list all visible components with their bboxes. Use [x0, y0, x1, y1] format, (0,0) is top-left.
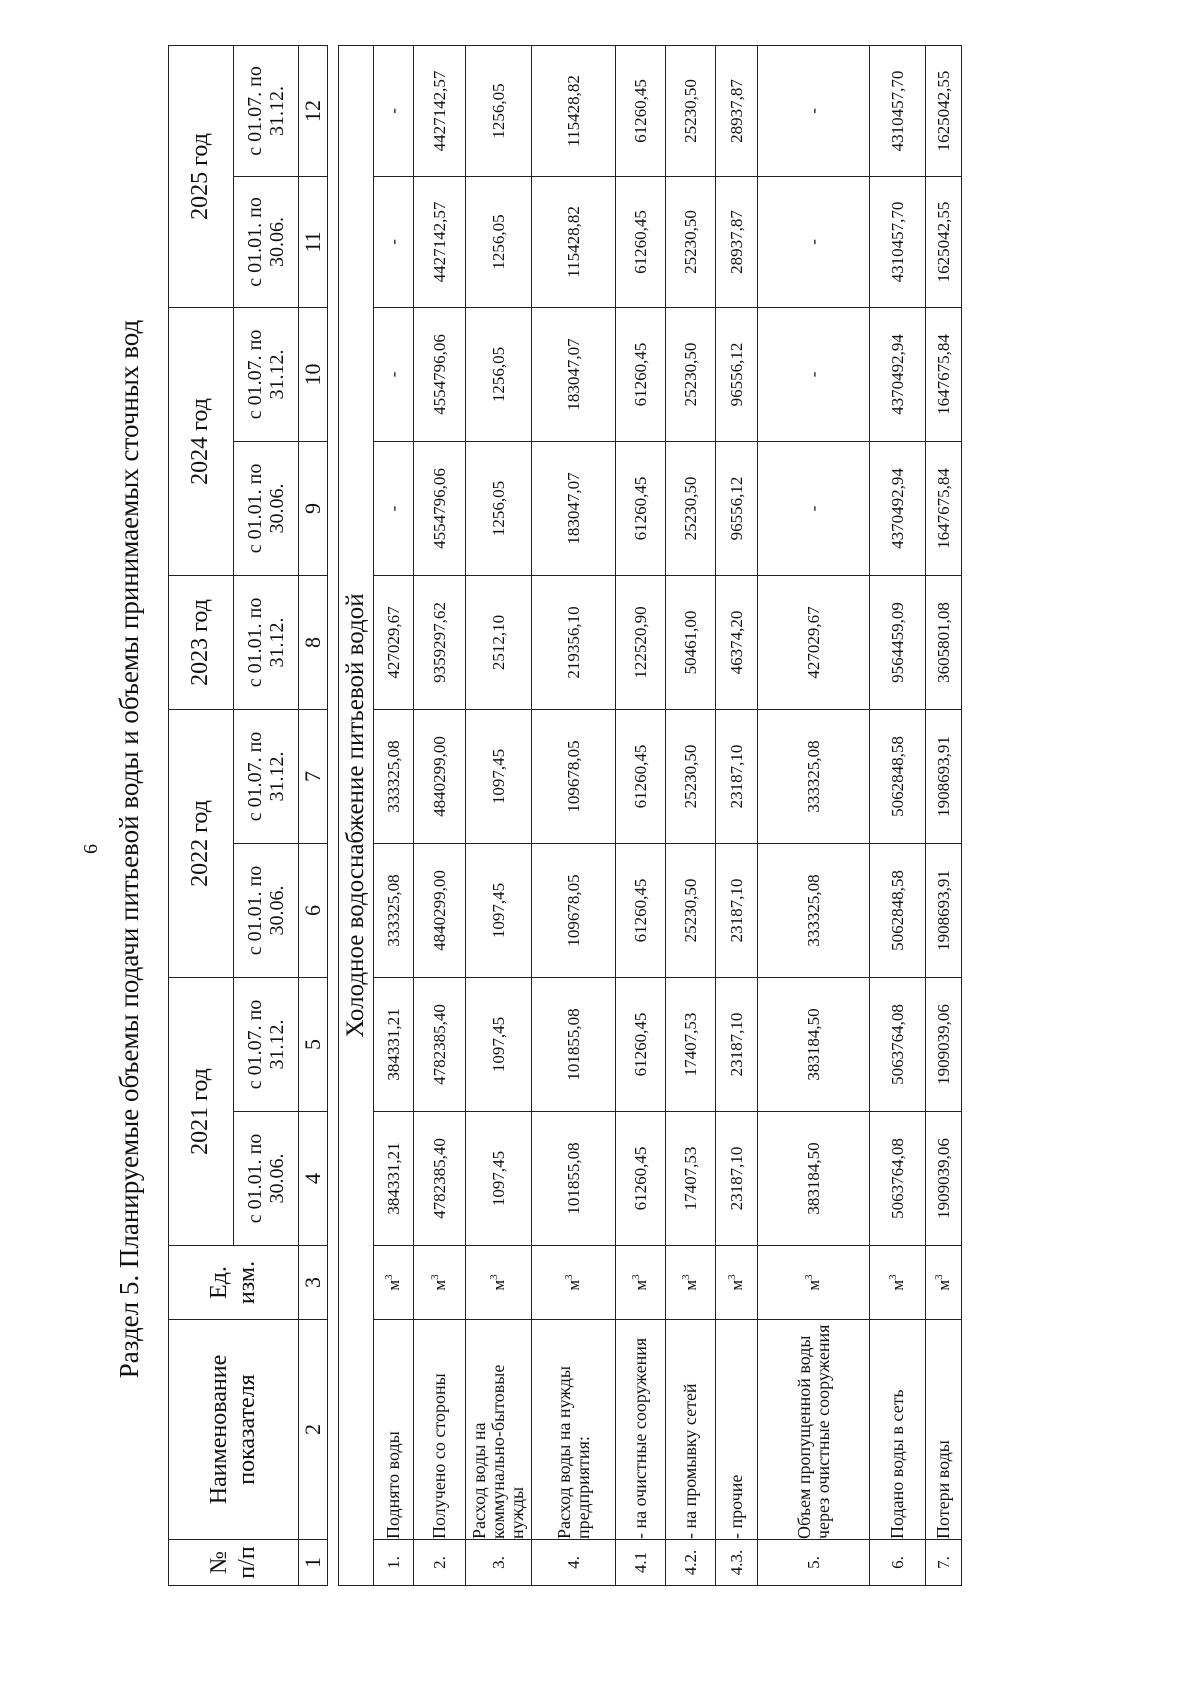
- value-cell: 25230,50: [666, 709, 716, 843]
- column-number: 4: [299, 1112, 328, 1246]
- row-unit: [666, 1246, 716, 1320]
- header-num: № п/п: [169, 1540, 299, 1586]
- header-year-2025: 2025 год: [169, 45, 234, 307]
- value-cell: 17407,53: [666, 977, 716, 1111]
- unit-exponent: 3: [488, 1274, 500, 1280]
- unit-exponent: 3: [726, 1274, 738, 1280]
- value-cell: 1908693,91: [926, 843, 962, 977]
- column-number: 1: [299, 1540, 328, 1586]
- value-cell: 4554796,06: [414, 441, 466, 575]
- value-cell: 1256,05: [466, 441, 532, 575]
- value-cell: 25230,50: [666, 307, 716, 441]
- column-number: 2: [299, 1320, 328, 1540]
- section-row: [339, 45, 374, 1585]
- value-cell: 28937,87: [716, 45, 758, 176]
- value-cell: 23187,10: [716, 709, 758, 843]
- value-cell: 23187,10: [716, 1112, 758, 1246]
- row-unit: [870, 1246, 926, 1320]
- row-number: 2.: [414, 1540, 466, 1586]
- value-cell: 1625042,55: [926, 45, 962, 176]
- row-unit: [716, 1246, 758, 1320]
- data-table: [168, 45, 962, 1586]
- unit-base: м: [804, 1279, 823, 1291]
- value-cell: 333325,08: [758, 709, 870, 843]
- value-cell: 333325,08: [758, 843, 870, 977]
- value-cell: 50461,00: [666, 575, 716, 709]
- value-cell: 25230,50: [666, 45, 716, 176]
- header-period: с 01.01. по 30.06.: [234, 1112, 299, 1246]
- table-row: [666, 45, 716, 1585]
- table-row: [532, 45, 616, 1585]
- column-number: 6: [299, 843, 328, 977]
- header-period: с 01.01. по 30.06.: [234, 843, 299, 977]
- value-cell: 109678,05: [532, 709, 616, 843]
- row-indicator-name: Подано воды в сеть: [870, 1320, 926, 1540]
- header-name: Наименование показателя: [169, 1320, 299, 1540]
- column-number: 10: [299, 307, 328, 441]
- value-cell: 333325,08: [374, 709, 414, 843]
- unit-exponent: 3: [383, 1274, 395, 1280]
- row-indicator-name: - прочие: [716, 1320, 758, 1540]
- value-cell: 28937,87: [716, 176, 758, 307]
- value-cell: 1256,05: [466, 45, 532, 176]
- unit-base: м: [888, 1279, 907, 1291]
- value-cell: 5062848,58: [870, 843, 926, 977]
- value-cell: 101855,08: [532, 1112, 616, 1246]
- value-cell: 1647675,84: [926, 441, 962, 575]
- unit-exponent: 3: [563, 1274, 575, 1280]
- value-cell: 4427142,57: [414, 176, 466, 307]
- value-cell: 61260,45: [616, 1112, 666, 1246]
- value-cell: -: [374, 441, 414, 575]
- unit-base: м: [727, 1279, 746, 1291]
- value-cell: 5063764,08: [870, 977, 926, 1111]
- value-cell: 61260,45: [616, 709, 666, 843]
- row-indicator-name: Потери воды: [926, 1320, 962, 1540]
- header-period: с 01.07. по 31.12.: [234, 977, 299, 1111]
- value-cell: 333325,08: [374, 843, 414, 977]
- header-period: с 01.01. по 30.06.: [234, 176, 299, 307]
- unit-exponent: 3: [429, 1274, 441, 1280]
- row-number: 4.1: [616, 1540, 666, 1586]
- value-cell: 1625042,55: [926, 176, 962, 307]
- value-cell: -: [758, 307, 870, 441]
- value-cell: 101855,08: [532, 977, 616, 1111]
- unit-base: м: [564, 1279, 583, 1291]
- row-number: 4.2.: [666, 1540, 716, 1586]
- value-cell: 61260,45: [616, 45, 666, 176]
- value-cell: 25230,50: [666, 441, 716, 575]
- value-cell: -: [758, 45, 870, 176]
- value-cell: 1909039,06: [926, 1112, 962, 1246]
- value-cell: 183047,07: [532, 307, 616, 441]
- header-period: с 01.01. по 30.06.: [234, 441, 299, 575]
- row-number: 1.: [374, 1540, 414, 1586]
- row-number: 7.: [926, 1540, 962, 1586]
- header-period: с 01.07. по 31.12.: [234, 45, 299, 176]
- unit-base: м: [489, 1279, 508, 1291]
- column-number: 5: [299, 977, 328, 1111]
- value-cell: 1256,05: [466, 307, 532, 441]
- value-cell: 25230,50: [666, 176, 716, 307]
- unit-base: м: [631, 1279, 650, 1291]
- value-cell: 4554796,06: [414, 307, 466, 441]
- header-period: с 01.07. по 31.12.: [234, 709, 299, 843]
- spacer-row: [328, 45, 339, 1585]
- value-cell: 1256,05: [466, 176, 532, 307]
- value-cell: 427029,67: [758, 575, 870, 709]
- table-row: [716, 45, 758, 1585]
- value-cell: 1097,45: [466, 843, 532, 977]
- value-cell: 183047,07: [532, 441, 616, 575]
- column-number: 11: [299, 176, 328, 307]
- page-number: 6: [80, 844, 102, 854]
- value-cell: -: [758, 441, 870, 575]
- row-number: 4.3.: [716, 1540, 758, 1586]
- row-number: 4.: [532, 1540, 616, 1586]
- value-cell: -: [374, 307, 414, 441]
- value-cell: 122520,90: [616, 575, 666, 709]
- value-cell: 4310457,70: [870, 176, 926, 307]
- value-cell: 4370492,94: [870, 307, 926, 441]
- table-row: [414, 45, 466, 1585]
- header-year-2022: 2022 год: [169, 709, 234, 977]
- row-unit: [616, 1246, 666, 1320]
- column-number: 7: [299, 709, 328, 843]
- header-row-years: [169, 45, 234, 1585]
- row-indicator-name: - на очистные сооружения: [616, 1320, 666, 1540]
- value-cell: 1908693,91: [926, 709, 962, 843]
- unit-base: м: [430, 1279, 449, 1291]
- header-period: с 01.07. по 31.12.: [234, 307, 299, 441]
- value-cell: 219356,10: [532, 575, 616, 709]
- spacer-cell: [328, 45, 339, 1585]
- column-number: 8: [299, 575, 328, 709]
- row-indicator-name: - на промывку сетей: [666, 1320, 716, 1540]
- value-cell: 25230,50: [666, 843, 716, 977]
- value-cell: 61260,45: [616, 176, 666, 307]
- unit-exponent: 3: [680, 1274, 692, 1280]
- value-cell: 5062848,58: [870, 709, 926, 843]
- value-cell: 4840299,00: [414, 709, 466, 843]
- value-cell: 383184,50: [758, 977, 870, 1111]
- unit-base: м: [934, 1279, 953, 1291]
- value-cell: -: [758, 176, 870, 307]
- value-cell: 384331,21: [374, 977, 414, 1111]
- column-number: 12: [299, 45, 328, 176]
- value-cell: 427029,67: [374, 575, 414, 709]
- value-cell: 1097,45: [466, 977, 532, 1111]
- unit-exponent: 3: [630, 1274, 642, 1280]
- row-unit: [466, 1246, 532, 1320]
- value-cell: 1909039,06: [926, 977, 962, 1111]
- value-cell: 61260,45: [616, 977, 666, 1111]
- value-cell: 4840299,00: [414, 843, 466, 977]
- value-cell: 1647675,84: [926, 307, 962, 441]
- value-cell: 5063764,08: [870, 1112, 926, 1246]
- value-cell: 23187,10: [716, 977, 758, 1111]
- row-indicator-name: Расход воды на нужды предприятия:: [532, 1320, 616, 1540]
- header-year-2021: 2021 год: [169, 977, 234, 1245]
- value-cell: 4782385,40: [414, 1112, 466, 1246]
- row-indicator-name: Расход воды на коммунально-бытовые нужды: [466, 1320, 532, 1540]
- value-cell: 4370492,94: [870, 441, 926, 575]
- value-cell: 61260,45: [616, 441, 666, 575]
- section-heading: Холодное водоснабжение питьевой водой: [339, 45, 374, 1585]
- table-row: [926, 45, 962, 1585]
- row-indicator-name: Объем пропущенной воды через очистные сооружения: [758, 1320, 870, 1540]
- value-cell: 3605801,08: [926, 575, 962, 709]
- column-number: 9: [299, 441, 328, 575]
- value-cell: 23187,10: [716, 843, 758, 977]
- table-body: [328, 45, 962, 1585]
- value-cell: 384331,21: [374, 1112, 414, 1246]
- value-cell: 1097,45: [466, 709, 532, 843]
- value-cell: 17407,53: [666, 1112, 716, 1246]
- value-cell: 46374,20: [716, 575, 758, 709]
- unit-exponent: 3: [803, 1274, 815, 1280]
- value-cell: 9359297,62: [414, 575, 466, 709]
- value-cell: 115428,82: [532, 45, 616, 176]
- value-cell: -: [374, 45, 414, 176]
- unit-exponent: 3: [933, 1274, 945, 1280]
- value-cell: -: [374, 176, 414, 307]
- row-indicator-name: Поднято воды: [374, 1320, 414, 1540]
- value-cell: 4782385,40: [414, 977, 466, 1111]
- header-year-2024: 2024 год: [169, 307, 234, 575]
- value-cell: 61260,45: [616, 307, 666, 441]
- row-number: 6.: [870, 1540, 926, 1586]
- value-cell: 1097,45: [466, 1112, 532, 1246]
- value-cell: 4310457,70: [870, 45, 926, 176]
- value-cell: 9564459,09: [870, 575, 926, 709]
- table-row: [616, 45, 666, 1585]
- value-cell: 383184,50: [758, 1112, 870, 1246]
- value-cell: 96556,12: [716, 441, 758, 575]
- value-cell: 109678,05: [532, 843, 616, 977]
- header-unit: Ед. изм.: [169, 1246, 299, 1320]
- row-number: 5.: [758, 1540, 870, 1586]
- table-row: [466, 45, 532, 1585]
- row-indicator-name: Получено со стороны: [414, 1320, 466, 1540]
- row-unit: [758, 1246, 870, 1320]
- table-row: [758, 45, 870, 1585]
- table-row: [374, 45, 414, 1585]
- table-row: [870, 45, 926, 1585]
- section-title: Раздел 5. Планируемые объемы подачи питьевой воды и объемы принимаемых сточных вод: [114, 319, 144, 1379]
- value-cell: 115428,82: [532, 176, 616, 307]
- row-unit: [926, 1246, 962, 1320]
- header-year-2023: 2023 год: [169, 575, 234, 709]
- column-number: 3: [299, 1246, 328, 1320]
- row-unit: [374, 1246, 414, 1320]
- row-unit: [532, 1246, 616, 1320]
- unit-base: м: [681, 1279, 700, 1291]
- row-number: 3.: [466, 1540, 532, 1586]
- value-cell: 96556,12: [716, 307, 758, 441]
- unit-exponent: 3: [887, 1274, 899, 1280]
- value-cell: 4427142,57: [414, 45, 466, 176]
- header-period: с 01.01. по 31.12.: [234, 575, 299, 709]
- unit-base: м: [384, 1279, 403, 1291]
- value-cell: 61260,45: [616, 843, 666, 977]
- row-unit: [414, 1246, 466, 1320]
- header-row-column-numbers: [299, 45, 328, 1585]
- value-cell: 2512,10: [466, 575, 532, 709]
